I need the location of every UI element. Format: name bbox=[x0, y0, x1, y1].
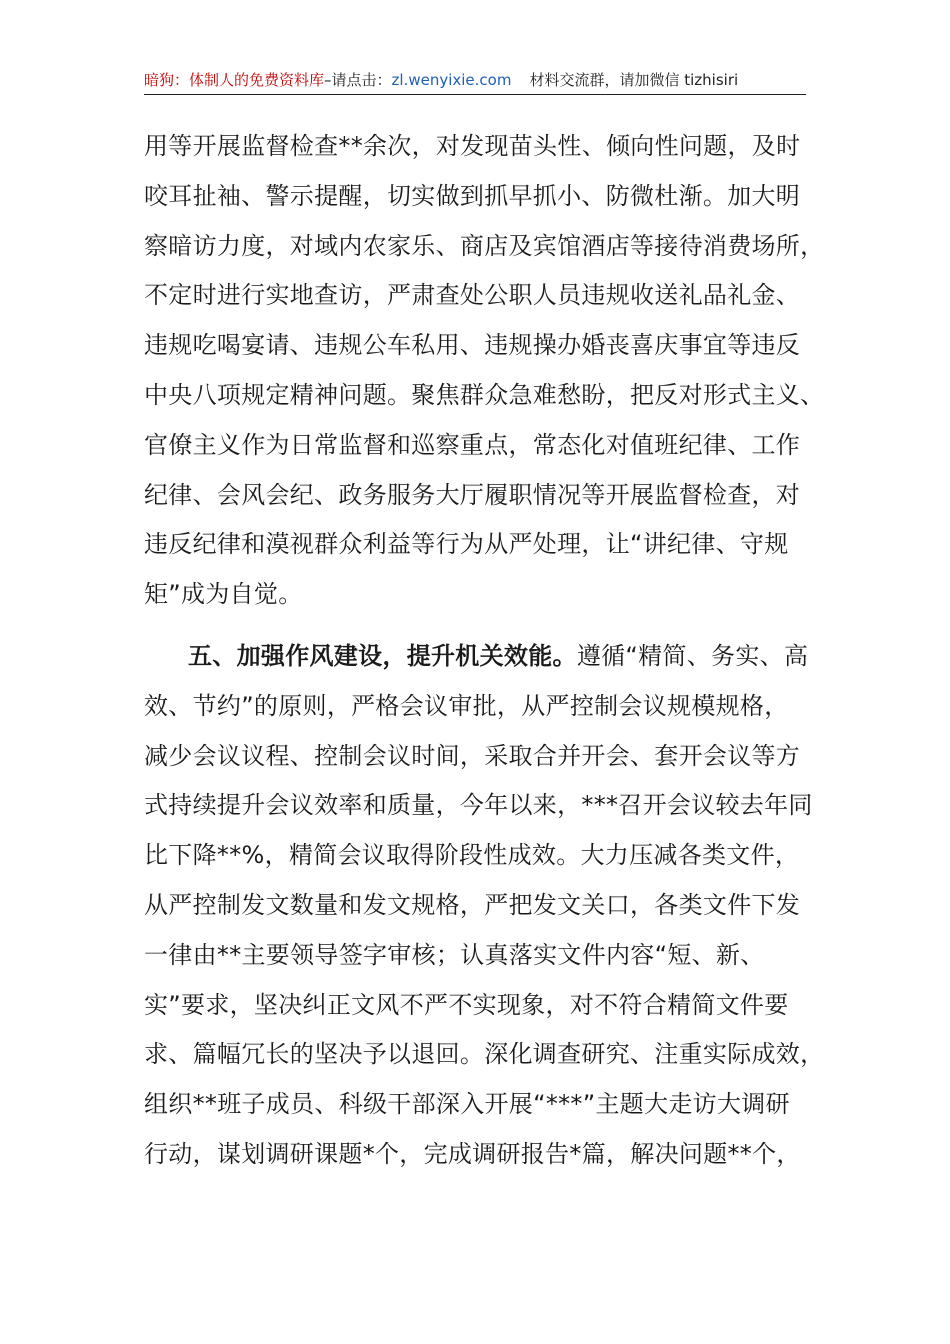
page-header bbox=[144, 68, 806, 95]
text-line: 违反纪律和漠视群众利益等行为从严处理，让“讲纪律、守规 bbox=[144, 530, 789, 559]
header-url-link[interactable]: zl.wenyixie.com bbox=[391, 71, 512, 89]
text-line: 官僚主义作为日常监督和巡察重点，常态化对值班纪律、工作 bbox=[144, 430, 801, 459]
text-line: 纪律、会风会纪、政务服务大厅履职情况等开展监督检查，对 bbox=[144, 480, 801, 509]
document-body bbox=[144, 122, 824, 1180]
paragraph-work-style bbox=[144, 632, 824, 1180]
text-line: 实”要求，坚决纠正文风不严不实现象，对不符合精简文件要 bbox=[144, 990, 789, 1019]
text-line: 行动，谋划调研课题*个，完成调研报告*篇，解决问题**个， bbox=[144, 1139, 801, 1168]
paragraph-supervision bbox=[144, 122, 824, 620]
header-wechat-note: 材料交流群，请加微信 tizhisiri bbox=[529, 71, 739, 89]
text-line: 求、篇幅冗长的坚决予以退回。深化调查研究、注重实际成效， bbox=[144, 1040, 825, 1069]
text-line: 效、节约”的原则，严格会议审批，从严控制会议规模规格， bbox=[144, 691, 789, 720]
text-line: 不定时进行实地查访，严肃查处公职人员违规收送礼品礼金、 bbox=[144, 281, 801, 310]
text-line: 用等开展监督检查**余次，对发现苗头性、倾向性问题，及时 bbox=[144, 132, 801, 160]
text-line: 咬耳扯袖、警示提醒，切实做到抓早抓小、防微杜渐。加大明 bbox=[144, 181, 801, 210]
text-line: 矩”成为自觉。 bbox=[144, 580, 303, 609]
text-line: 从严控制发文数量和发文规格，严把发文关口，各类文件下发 bbox=[144, 890, 801, 919]
text-line-first bbox=[144, 632, 824, 682]
text-line: 减少会议议程、控制会议时间，采取合并开会、套开会议等方 bbox=[144, 741, 801, 770]
text-line: 比下降**%，精简会议取得阶段性成效。大力压减各类文件， bbox=[144, 841, 800, 870]
heading-line-rest: 遵循“精简、务实、高 bbox=[576, 641, 809, 670]
text-line: 察暗访力度，对域内农家乐、商店及宾馆酒店等接待消费场所， bbox=[144, 231, 825, 260]
text-line: 违规吃喝宴请、违规公车私用、违规操办婚丧喜庆事宜等违反 bbox=[144, 331, 801, 360]
text-line: 中央八项规定精神问题。聚焦群众急难愁盼，把反对形式主义、 bbox=[144, 380, 825, 409]
header-click-prefix: –请点击： bbox=[324, 71, 392, 89]
text-line: 式持续提升会议效率和质量，今年以来，***召开会议较去年同 bbox=[144, 791, 813, 820]
header-site-name: 暗狗：体制人的免费资料库 bbox=[144, 71, 325, 89]
text-line: 一律由**主要领导签字审核；认真落实文件内容“短、新、 bbox=[144, 940, 765, 969]
section-heading: 五、加强作风建设，提升机关效能。 bbox=[188, 641, 577, 670]
text-line: 组织**班子成员、科级干部深入开展“***”主题大走访大调研 bbox=[144, 1090, 790, 1119]
